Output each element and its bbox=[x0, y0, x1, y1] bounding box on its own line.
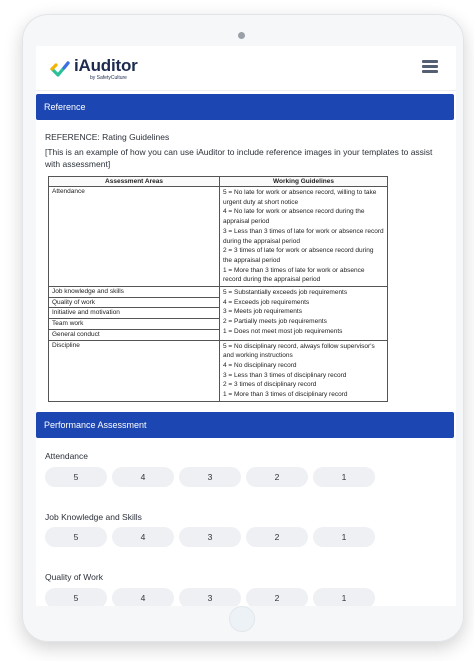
guideline-text: 2 = 3 times of disciplinary record bbox=[223, 381, 317, 389]
rating-option-button[interactable]: 1 bbox=[313, 588, 375, 606]
table-row bbox=[49, 187, 388, 287]
rating-option-button[interactable]: 2 bbox=[246, 588, 308, 606]
table-row bbox=[49, 287, 388, 341]
area-label: Job knowledge and skills bbox=[49, 287, 219, 298]
guideline-text: 4 = Exceeds job requirements bbox=[223, 298, 310, 306]
rating-option-button[interactable]: 1 bbox=[313, 467, 375, 487]
area-label: Attendance bbox=[52, 188, 85, 195]
area-cell bbox=[49, 187, 220, 287]
area-label: Initiative and motivation bbox=[49, 308, 219, 319]
hamburger-menu-icon[interactable] bbox=[422, 60, 438, 74]
guideline-text: 5 = Substantially exceeds job requirements bbox=[223, 289, 348, 297]
area-cell bbox=[49, 287, 220, 341]
question-label-job-knowledge: Job Knowledge and Skills bbox=[45, 512, 142, 522]
performance-section-header[interactable] bbox=[36, 412, 454, 438]
brand-subtitle: by SafetyCulture bbox=[90, 75, 127, 81]
area-label: Team work bbox=[49, 319, 219, 330]
guidelines-cell bbox=[220, 187, 388, 287]
reference-description: [This is an example of how you can use iAuditor to include reference images in your templates to assist with assessment] bbox=[45, 147, 433, 169]
reference-section-header[interactable] bbox=[36, 94, 454, 120]
rating-guidelines-table bbox=[48, 176, 388, 402]
rating-option-button[interactable]: 3 bbox=[179, 527, 241, 547]
guideline-text: 3 = Meets job requirements bbox=[223, 308, 302, 316]
guideline-text: 5 = No disciplinary record, always follow supervisor's and working instructions bbox=[223, 342, 375, 360]
rating-option-button[interactable]: 2 bbox=[246, 467, 308, 487]
guideline-text: 1 = More than 3 times of disciplinary record bbox=[223, 391, 348, 399]
guideline-text: 1 = More than 3 times of late for work or absence record during the appraisal period bbox=[223, 266, 365, 284]
guideline-text: 4 = No disciplinary record bbox=[223, 361, 297, 369]
brand-name: iAuditor bbox=[74, 56, 138, 75]
table-header-cell: Working Guidelines bbox=[220, 177, 388, 187]
guideline-text: 5 = No late for work or absence record, willing to take urgent duty at short notice bbox=[223, 189, 377, 206]
iauditor-logo[interactable] bbox=[50, 56, 150, 82]
question-label-attendance: Attendance bbox=[45, 451, 89, 461]
question-label-quality-of-work: Quality of Work bbox=[45, 572, 103, 582]
rating-option-button[interactable]: 5 bbox=[45, 588, 107, 606]
rating-option-button[interactable]: 3 bbox=[179, 588, 241, 606]
tablet-camera bbox=[238, 32, 245, 39]
guideline-text: 3 = Less than 3 times of late for work or absence record during the appraisal period bbox=[223, 227, 384, 245]
app-screen bbox=[36, 46, 456, 606]
app-header bbox=[36, 46, 456, 91]
iauditor-logo-icon bbox=[50, 59, 70, 79]
guideline-text: 4 = No late for work or absence record during the appraisal period bbox=[223, 208, 365, 226]
area-label: General conduct bbox=[52, 330, 100, 338]
performance-section-title: Performance Assessment bbox=[44, 420, 147, 430]
area-cell bbox=[49, 340, 220, 401]
rating-option-button[interactable]: 4 bbox=[112, 527, 174, 547]
reference-title: REFERENCE: Rating Guidelines bbox=[45, 132, 170, 142]
guideline-text: 1 = Does not meet most job requirements bbox=[223, 327, 343, 335]
guideline-text: 3 = Less than 3 times of disciplinary record bbox=[223, 371, 347, 379]
rating-option-button[interactable]: 5 bbox=[45, 467, 107, 487]
rating-option-button[interactable]: 5 bbox=[45, 527, 107, 547]
table-row bbox=[49, 340, 388, 401]
reference-section-title: Reference bbox=[44, 102, 86, 112]
tablet-home-button[interactable] bbox=[229, 606, 255, 632]
guidelines-cell bbox=[220, 340, 388, 401]
area-label: Discipline bbox=[52, 341, 80, 349]
area-label: Quality of work bbox=[49, 298, 219, 309]
table-header-row bbox=[49, 177, 388, 187]
rating-option-button[interactable]: 4 bbox=[112, 467, 174, 487]
rating-option-button[interactable]: 1 bbox=[313, 527, 375, 547]
guidelines-cell bbox=[220, 287, 388, 341]
rating-option-button[interactable]: 4 bbox=[112, 588, 174, 606]
rating-option-button[interactable]: 3 bbox=[179, 467, 241, 487]
table-header-cell: Assessment Areas bbox=[49, 177, 220, 187]
rating-option-button[interactable]: 2 bbox=[246, 527, 308, 547]
guideline-text: 2 = 3 times of late for work or absence record during the appraisal period bbox=[223, 247, 374, 264]
guideline-text: 2 = Partially meets job requirements bbox=[223, 318, 327, 326]
